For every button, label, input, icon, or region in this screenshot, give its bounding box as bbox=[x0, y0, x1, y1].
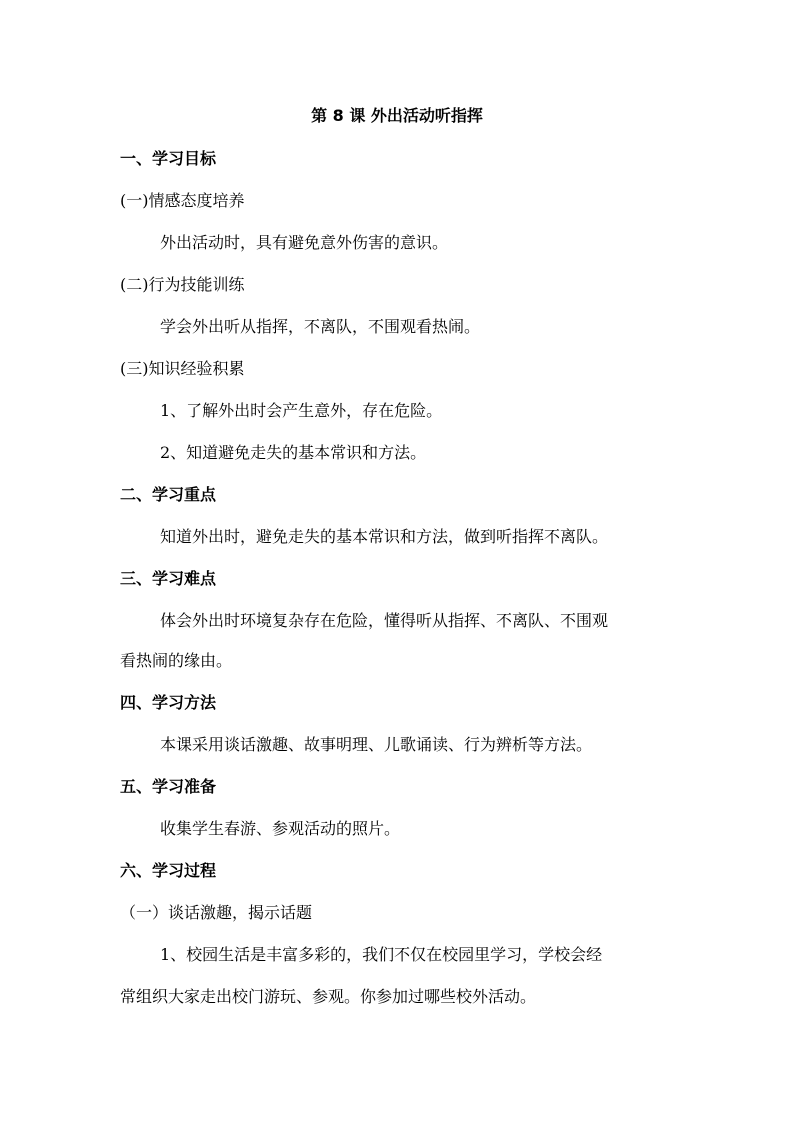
subheading-emotion-attitude: (一)情感态度培养 bbox=[120, 191, 245, 210]
paragraph-difficulties-line1: 体会外出时环境复杂存在危险，懂得听从指挥、不离队、不围观 bbox=[160, 611, 609, 630]
paragraph-behavior-skills: 学会外出听从指挥，不离队，不围观看热闹。 bbox=[160, 317, 481, 336]
section-heading-process: 六、学习过程 bbox=[120, 861, 217, 880]
section-heading-methods: 四、学习方法 bbox=[120, 693, 217, 712]
paragraph-methods: 本课采用谈话激趣、故事明理、儿歌诵读、行为辨析等方法。 bbox=[160, 735, 593, 754]
section-heading-preparation: 五、学习准备 bbox=[120, 777, 217, 796]
section-heading-difficulties: 三、学习难点 bbox=[120, 569, 217, 588]
paragraph-key-points: 知道外出时，避免走失的基本常识和方法，做到听指挥不离队。 bbox=[160, 527, 609, 546]
list-item-2: 2、知道避免走失的基本常识和方法。 bbox=[160, 443, 427, 462]
section-heading-key-points: 二、学习重点 bbox=[120, 485, 217, 504]
list-item-1: 1、了解外出时会产生意外，存在危险。 bbox=[160, 401, 443, 420]
paragraph-preparation: 收集学生春游、参观活动的照片。 bbox=[160, 819, 401, 838]
lesson-title: 第 8 课 外出活动听指挥 bbox=[311, 106, 483, 125]
subheading-behavior-skills: (二)行为技能训练 bbox=[120, 275, 245, 294]
section-heading-learning-goals: 一、学习目标 bbox=[120, 149, 217, 168]
subheading-process-intro: （一）谈话激趣，揭示话题 bbox=[120, 903, 313, 922]
paragraph-emotion-attitude: 外出活动时，具有避免意外伤害的意识。 bbox=[160, 233, 449, 252]
paragraph-process-item1-line2: 常组织大家走出校门游玩、参观。你参加过哪些校外活动。 bbox=[120, 987, 537, 1006]
subheading-knowledge-experience: (三)知识经验积累 bbox=[120, 359, 245, 378]
paragraph-process-item1-line1: 1、校园生活是丰富多彩的，我们不仅在校园里学习，学校会经 bbox=[160, 945, 603, 964]
paragraph-difficulties-line2: 看热闹的缘由。 bbox=[120, 651, 233, 670]
